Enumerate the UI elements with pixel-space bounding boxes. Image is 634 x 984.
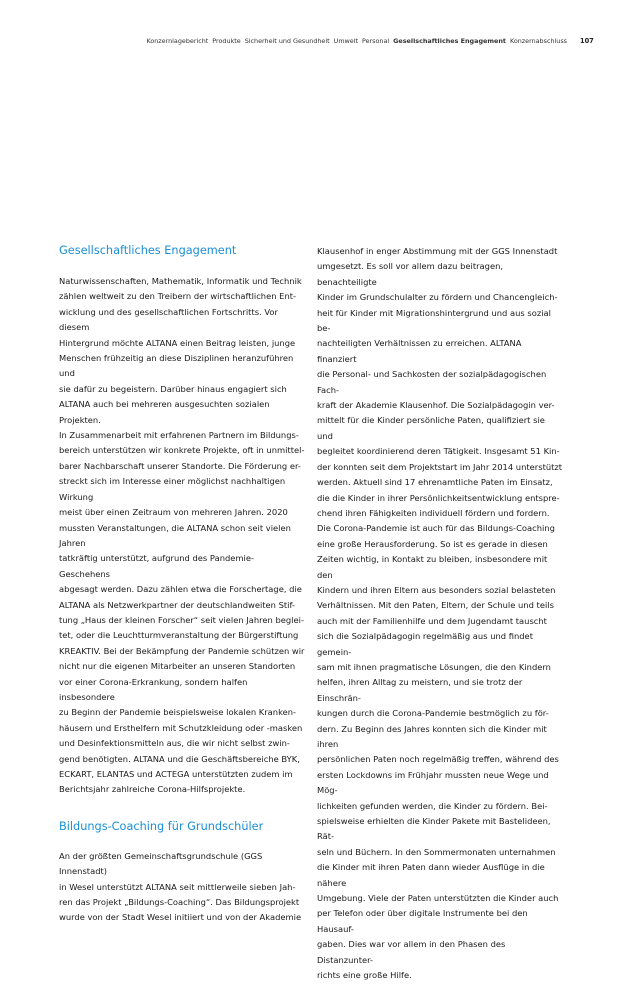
- page-number: 107: [580, 37, 594, 45]
- nav-item-sicherheit-und-gesundheit[interactable]: Sicherheit und Gesundheit: [244, 37, 330, 45]
- nav-item-produkte[interactable]: Produkte: [212, 37, 241, 45]
- page-header: [0, 37, 634, 49]
- nav-item-personal[interactable]: Personal: [362, 37, 390, 45]
- section-heading-coaching: Bildungs-Coaching für Grundschüler: [59, 819, 264, 833]
- nav-item-umwelt[interactable]: Umwelt: [333, 37, 358, 45]
- paragraph-coaching-start: An der größten Gemeinschaftsgrundschule (GGS Innenstadt) in Wesel unterstützt ALTANA seit mittlerweile sieben Jah- ren das Projekt „Bildungs-Coaching“. Das Bildungsprojekt wurde von der Stadt Wesel initiiert und von der Akademie: [59, 850, 302, 923]
- paragraph-coaching-continued: Klausenhof in enger Abstimmung mit der GGS Innenstadt umgesetzt. Es soll vor allem dazu beitragen, benachteiligte Kinder im Grundschulalter zu fördern und Chancengleich- heit für Kinder mit Migrationshintergrund und aus sozial be- nachteiligten Verhältnissen zu erreichen. ALTANA finanziert die Personal- und Sachkosten der sozialpädagogischen Fach- kraft der Akademie Klausenhof. Die Sozialpädagogin ver- mittelt für die Kinder persönliche Paten, qualifiziert sie und begleitet koordinierend deren Tätigkeit. Insgesamt 51 Kin- der konnten seit dem Projektstart im Jahr 2014 unterstützt werden. Aktuell sind 17 ehrenamtliche Paten im Einsatz, die die Kinder in ihrer Persönlichkeitsentwicklung entspre- chend ihren Fähigkeiten individuell fördern und fordern. Die Corona-Pandemie ist auch für das Bildungs-Coaching eine große Herausforderung. So ist es gerade in diesen Zeiten wichtig, in Kontakt zu bleiben, insbesondere mit den Kindern und ihren Eltern aus besonders sozial belasteten Verhältnissen. Mit den Paten, Eltern, der Schule und teils auch mit der Familienhilfe und dem Jugendamt tauscht sich die Sozialpädagogin regelmäßig aus und findet gemein- sam mit ihnen pragmatische Lösungen, die den Kindern helfen, ihren Alltag zu meistern, und sie trotz der Einschrän- kungen durch die Corona-Pandemie bestmöglich zu för- dern. Zu Beginn des Jahres konnten sich die Kinder mit ihren persönlichen Paten noch regelmäßig treffen, während des ersten Lockdowns im Frühjahr mussten neue Wege und Mög- lichkeiten gefunden werden, die Kinder zu fördern. Bei- spielsweise erhielten die Kinder Pakete mit Bastelideen, Rät- seln und Büchern. In den Sommermonaten unternahmen die Kinder mit ihren Paten dann wieder Ausflüge in die nähere Umgebung. Viele der Paten unterstützten die Kinder auch per Telefon oder über digitale Instrumente bei den Hausauf- gaben. Dies war vor allem in den Phasen des Distanzunter- richts eine große Hilfe.: [317, 246, 563, 981]
- left-column: [59, 244, 305, 926]
- right-column: [317, 244, 563, 984]
- paragraph-engagement: Naturwissenschaften, Mathematik, Informatik und Technik zählen weltweit zu den Treibern der wirtschaftlichen Ent- wicklung und des gesellschaftlichen Fortschritts. Vor diesem Hintergrund möchte ALTANA einen Beitrag leisten, junge Menschen frühzeitig an diese Disziplinen heranzuführen und sie dafür zu begeistern. Darüber hinaus engagiert sich ALTANA auch bei mehreren ausgesuchten sozialen Projekten. In Zusammenarbeit mit erfahrenen Partnern im Bildungs- bereich unterstützen wir konkrete Projekte, oft in unmittel- barer Nachbarschaft unserer Standorte. Die Förderung er- streckt sich im Interesse einer möglichst nachhaltigen Wirkung meist über einen Zeitraum von mehreren Jahren. 2020 mussten Veranstaltungen, die ALTANA schon seit vielen Jahren tatkräftig unterstützt, aufgrund des Pandemie-Geschehens abgesagt werden. Dazu zählen etwa die Forschertage, die ALTANA als Netzwerkpartner der deutschlandweiten Stif- tung „Haus der kleinen Forscher“ seit vielen Jahren beglei- tet, oder die Leuchtturmveranstaltung der Bürgerstiftung KREAKTIV. Bei der Bekämpfung der Pandemie schützen wir nicht nur die eigenen Mitarbeiter an unseren Standorten vor einer Corona-Erkrankung, sondern halfen insbesondere zu Beginn der Pandemie beispielsweise lokalen Kranken- häusern und Ersthelfern mit Schutzkleidung oder -masken und Desinfektionsmitteln aus, die wir nicht selbst zwin- gend benötigten. ALTANA und die Geschäftsbereiche BYK, ECKART, ELANTAS und ACTEGA unterstützten zudem im Berichtsjahr zahlreiche Corona-Hilfsprojekte.: [59, 276, 305, 795]
- section-navigation: [146, 37, 567, 45]
- nav-item-gesellschaftliches-engagement[interactable]: Gesellschaftliches Engagement: [393, 37, 506, 45]
- nav-item-konzernabschluss[interactable]: Konzernabschluss: [509, 37, 567, 45]
- nav-item-konzernlagebericht[interactable]: Konzernlagebericht: [146, 37, 209, 45]
- section-heading-engagement: Gesellschaftliches Engagement: [59, 244, 237, 257]
